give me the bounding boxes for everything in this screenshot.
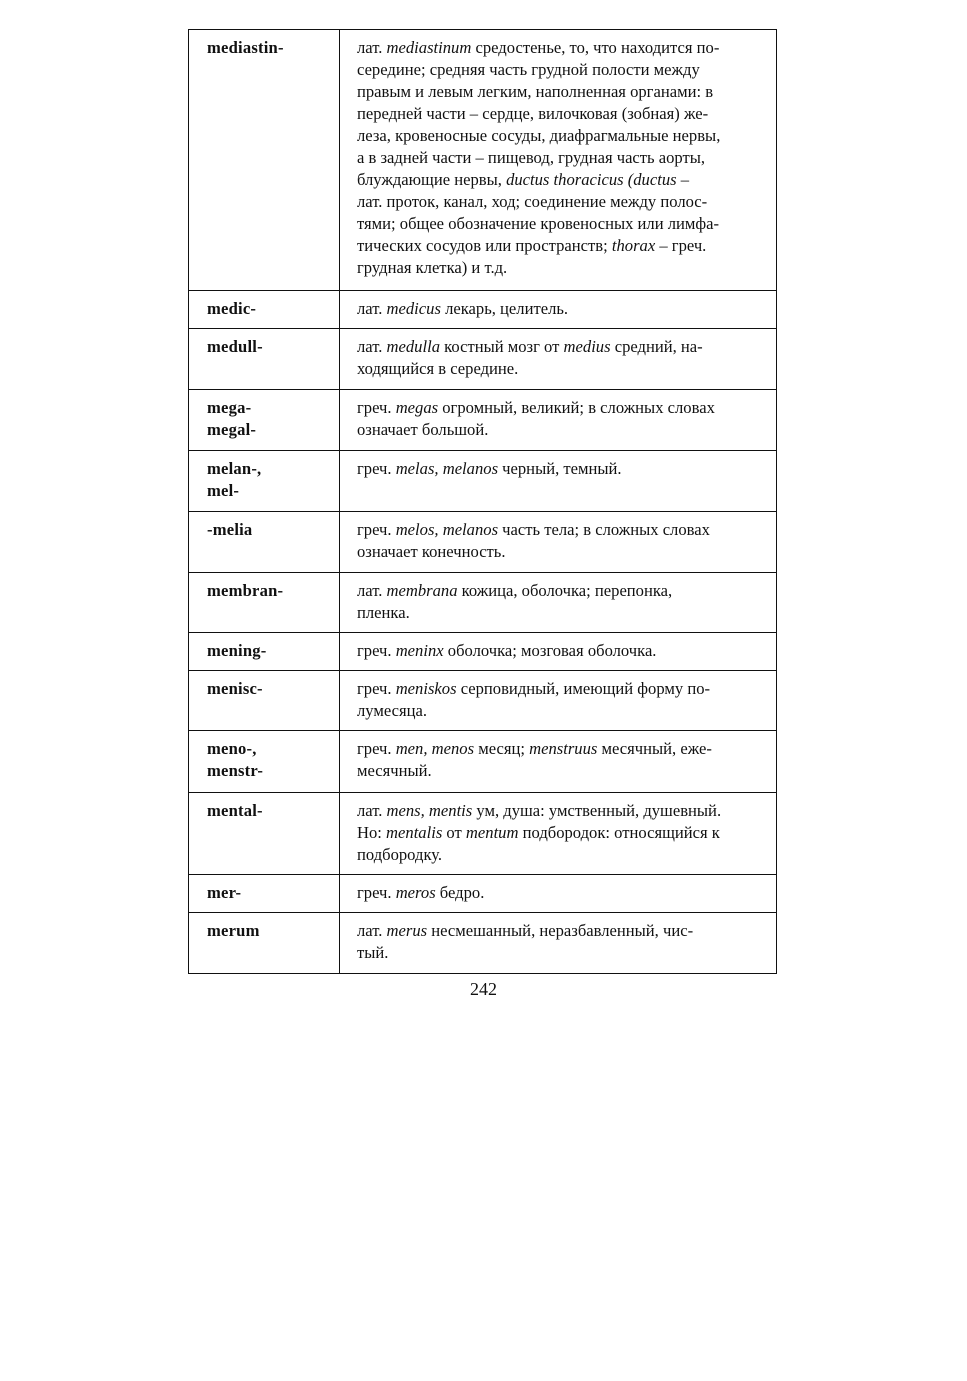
definition-text: ходящийся в середине.: [357, 359, 519, 378]
definition-text: от: [442, 823, 466, 842]
definition-text: греч.: [357, 739, 396, 758]
definition-text: лат.: [357, 921, 387, 940]
definition-text: лат.: [357, 38, 387, 57]
glossary-term: [189, 633, 340, 671]
definition-text: лекарь, целитель.: [440, 299, 569, 318]
glossary-definition: [340, 573, 777, 633]
definition-text: греч.: [357, 641, 396, 660]
term-line: megal-: [207, 420, 257, 439]
definition-text: середине; средняя часть грудной полости между: [357, 60, 700, 79]
definition-text: греч.: [357, 520, 396, 539]
term-line: mega-: [207, 398, 252, 417]
term-line: medic-: [207, 299, 257, 318]
definition-term-italic: melos, melanos: [395, 520, 499, 539]
glossary-row: [189, 512, 777, 573]
definition-term-italic: membrana: [386, 581, 458, 600]
glossary-table: [188, 29, 777, 974]
glossary-body: [189, 30, 777, 974]
definition-text: часть тела; в сложных словах: [498, 520, 710, 539]
glossary-term: [189, 573, 340, 633]
definition-term-italic: merus: [386, 921, 428, 940]
glossary-row: [189, 451, 777, 512]
term-line: medull-: [207, 337, 263, 356]
glossary-term: [189, 875, 340, 913]
definition-text: месячный.: [357, 761, 432, 780]
definition-text: а в задней части – пищевод, грудная часть аорты,: [357, 148, 706, 167]
definition-text: грудная клетка) и т.д.: [357, 258, 508, 277]
term-line: mental-: [207, 801, 263, 820]
glossary-row: [189, 671, 777, 731]
glossary-row: [189, 633, 777, 671]
definition-text: тый.: [357, 943, 389, 962]
definition-text: греч.: [357, 459, 396, 478]
definition-text: средостенье, то, что находится по-: [471, 38, 720, 57]
glossary-term: [189, 30, 340, 291]
glossary-term: [189, 731, 340, 793]
glossary-row: [189, 913, 777, 974]
definition-text: средний, на-: [610, 337, 703, 356]
definition-text: бедро.: [435, 883, 485, 902]
term-line: meno-,: [207, 739, 257, 758]
glossary-term: [189, 451, 340, 512]
definition-term-italic: meros: [395, 883, 436, 902]
glossary-definition: [340, 913, 777, 974]
glossary-definition: [340, 512, 777, 573]
glossary-row: [189, 573, 777, 633]
definition-text: серповидный, имеющий форму по-: [456, 679, 711, 698]
term-line: mening-: [207, 641, 267, 660]
definition-text: тями; общее обозначение кровеносных или лимфа-: [357, 214, 720, 233]
definition-text: несмешанный, неразбавленный, чис-: [427, 921, 694, 940]
term-line: mel-: [207, 481, 240, 500]
term-line: mediastin-: [207, 38, 284, 57]
definition-text: –: [676, 170, 690, 189]
glossary-definition: [340, 793, 777, 875]
definition-text: леза, кровеносные сосуды, диафрагмальные нервы,: [357, 126, 721, 145]
glossary-term: [189, 291, 340, 329]
term-line: mer-: [207, 883, 242, 902]
page-number: 242: [470, 979, 497, 999]
definition-text: блуждающие нервы,: [357, 170, 507, 189]
definition-term-italic: ductus thoracicus (ductus: [506, 170, 677, 189]
definition-text: огромный, великий; в сложных словах: [438, 398, 715, 417]
definition-term-italic: mentalis: [386, 823, 443, 842]
term-line: membran-: [207, 581, 284, 600]
definition-text: лумесяца.: [357, 701, 428, 720]
definition-term-italic: thorax: [611, 236, 656, 255]
term-line: menisc-: [207, 679, 263, 698]
definition-text: передней части – сердце, вилочковая (зобная) же-: [357, 104, 709, 123]
glossary-definition: [340, 390, 777, 451]
glossary-term: [189, 329, 340, 390]
definition-term-italic: meninx: [395, 641, 444, 660]
definition-text: тических сосудов или пространств;: [357, 236, 612, 255]
definition-text: ум, душа: умственный, душевный.: [472, 801, 722, 820]
definition-text: подбородок: относящийся к: [518, 823, 720, 842]
definition-text: правым и левым легким, наполненная органами: в: [357, 82, 714, 101]
glossary-definition: [340, 731, 777, 793]
definition-text: лат. проток, канал, ход; соединение между полос-: [357, 192, 708, 211]
glossary-row: [189, 30, 777, 291]
glossary-definition: [340, 875, 777, 913]
definition-text: лат.: [357, 299, 387, 318]
glossary-row: [189, 731, 777, 793]
glossary-definition: [340, 30, 777, 291]
definition-text: оболочка; мозговая оболочка.: [443, 641, 657, 660]
glossary-row: [189, 291, 777, 329]
definition-term-italic: medius: [563, 337, 611, 356]
definition-term-italic: medicus: [386, 299, 441, 318]
glossary-definition: [340, 451, 777, 512]
definition-text: греч.: [357, 679, 396, 698]
definition-text: – греч.: [655, 236, 707, 255]
definition-term-italic: melas, melanos: [395, 459, 499, 478]
definition-term-italic: men, menos: [395, 739, 475, 758]
definition-text: лат.: [357, 337, 387, 356]
term-line: merum: [207, 921, 260, 940]
glossary-term: [189, 390, 340, 451]
glossary-definition: [340, 329, 777, 390]
glossary-definition: [340, 291, 777, 329]
definition-term-italic: megas: [395, 398, 439, 417]
definition-term-italic: meniskos: [395, 679, 457, 698]
definition-text: месячный, еже-: [597, 739, 712, 758]
definition-text: означает большой.: [357, 420, 489, 439]
definition-term-italic: menstruus: [529, 739, 598, 758]
definition-term-italic: mediastinum: [386, 38, 472, 57]
definition-term-italic: medulla: [386, 337, 440, 356]
definition-term-italic: mens, mentis: [386, 801, 473, 820]
glossary-definition: [340, 633, 777, 671]
definition-text: означает конечность.: [357, 542, 506, 561]
definition-text: пленка.: [357, 603, 410, 622]
glossary-row: [189, 390, 777, 451]
definition-text: кожица, оболочка; перепонка,: [457, 581, 673, 600]
glossary-term: [189, 671, 340, 731]
glossary-definition: [340, 671, 777, 731]
definition-text: подбородку.: [357, 845, 443, 864]
definition-text: греч.: [357, 883, 396, 902]
glossary-term: [189, 793, 340, 875]
definition-text: лат.: [357, 801, 387, 820]
definition-text: костный мозг от: [440, 337, 564, 356]
definition-text: Но:: [357, 823, 387, 842]
definition-text: черный, темный.: [498, 459, 622, 478]
definition-term-italic: mentum: [465, 823, 519, 842]
term-line: -melia: [207, 520, 253, 539]
term-line: menstr-: [207, 761, 264, 780]
term-line: melan-,: [207, 459, 262, 478]
glossary-row: [189, 875, 777, 913]
definition-text: месяц;: [474, 739, 530, 758]
glossary-term: [189, 913, 340, 974]
definition-text: греч.: [357, 398, 396, 417]
glossary-row: [189, 329, 777, 390]
definition-text: лат.: [357, 581, 387, 600]
glossary-row: [189, 793, 777, 875]
glossary-term: [189, 512, 340, 573]
